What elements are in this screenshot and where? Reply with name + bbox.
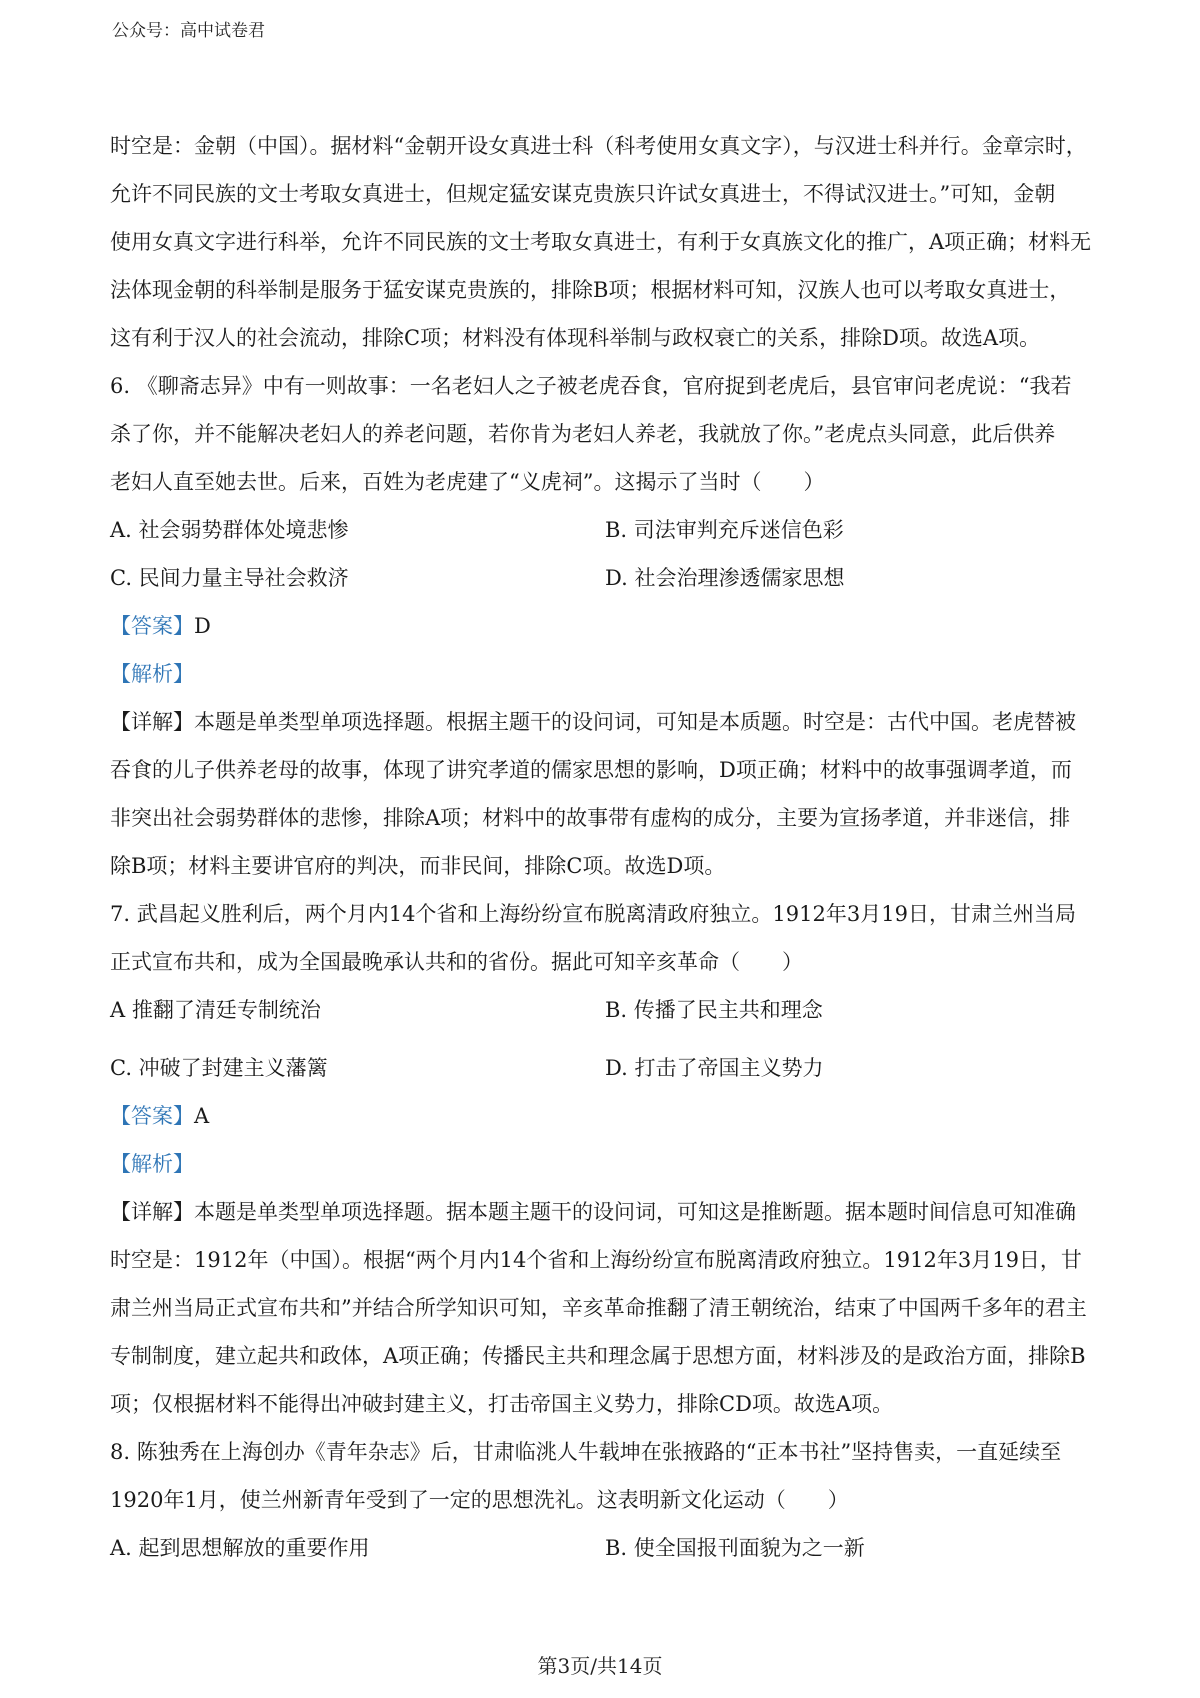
option-d: D. 社会治理渗透儒家思想 <box>605 566 845 590</box>
detail-line: 肃兰州当局正式宣布共和”并结合所学知识可知，辛亥革命推翻了清王朝统治，结束了中国两千多年的君主 <box>110 1296 1087 1320</box>
options-row <box>110 986 1100 1034</box>
analysis-line <box>110 650 1100 698</box>
detail-line: 项；仅根据材料不能得出冲破封建主义，打击帝国主义势力，排除CD项。故选A项。 <box>110 1392 894 1416</box>
answer-value: D <box>194 614 211 638</box>
text-line: 法体现金朝的科举制是服务于猛安谋克贵族的，排除B项；根据材料可知，汉族人也可以考取女真进士， <box>110 278 1071 302</box>
detail-line: 非突出社会弱势群体的悲惨，排除A项；材料中的故事带有虚构的成分，主要为宣扬孝道，并非迷信，排 <box>110 806 1071 830</box>
options-row <box>110 506 1100 554</box>
page-number: 第3页/共14页 <box>537 1654 663 1678</box>
options-row <box>110 554 1100 602</box>
answer-value: A <box>194 1104 210 1128</box>
answer-tag: 【答案】 <box>110 1104 194 1128</box>
question-stem: 8. 陈独秀在上海创办《青年杂志》后，甘肃临洮人牛载坤在张掖路的“正本书社”坚持售卖，一直延续至 <box>110 1440 1062 1464</box>
page-content <box>110 122 1100 1572</box>
analysis-tag: 【解析】 <box>110 1152 194 1176</box>
option-d: D. 打击了帝国主义势力 <box>605 1056 824 1080</box>
detail-line: 专制制度，建立起共和政体，A项正确；传播民主共和理念属于思想方面，材料涉及的是政治方面，排除B <box>110 1344 1086 1368</box>
question-stem: 1920年1月，使兰州新青年受到了一定的思想洗礼。这表明新文化运动（ ） <box>110 1488 849 1512</box>
text-line: 使用女真文字进行科举，允许不同民族的文士考取女真进士，有利于女真族文化的推广，A项正确；材料无 <box>110 230 1092 254</box>
detail-line: 吞食的儿子供养老母的故事，体现了讲究孝道的儒家思想的影响，D项正确；材料中的故事强调孝道，而 <box>110 758 1072 782</box>
options-row <box>110 1524 1100 1572</box>
detail-line <box>110 698 1100 746</box>
analysis-line <box>110 1140 1100 1188</box>
option-a: A. 社会弱势群体处境悲惨 <box>110 518 349 542</box>
detail-tag: 【详解】 <box>110 1200 194 1224</box>
option-b: B. 使全国报刊面貌为之一新 <box>605 1536 865 1560</box>
answer-line <box>110 602 1100 650</box>
q5-analysis-tail <box>110 122 1100 362</box>
question-stem: 杀了你，并不能解决老妇人的养老问题，若你肯为老妇人养老，我就放了你。”老虎点头同意，此后供养 <box>110 422 1056 446</box>
option-c: C. 民间力量主导社会救济 <box>110 566 349 590</box>
detail-text: 本题是单类型单项选择题。据本题主题干的设问词，可知这是推断题。据本题时间信息可知准确 <box>194 1200 1076 1224</box>
detail-text: 本题是单类型单项选择题。根据主题干的设问词，可知是本质题。时空是：古代中国。老虎替被 <box>194 710 1076 734</box>
analysis-tag: 【解析】 <box>110 662 194 686</box>
option-a: A 推翻了清廷专制统治 <box>110 998 321 1022</box>
source-header: 公众号：高中试卷君 <box>112 21 265 41</box>
question-stem: 老妇人直至她去世。后来，百姓为老虎建了“义虎祠”。这揭示了当时（ ） <box>110 470 825 494</box>
answer-line <box>110 1092 1100 1140</box>
text-line: 时空是：金朝（中国）。据材料“金朝开设女真进士科（科考使用女真文字），与汉进士科并行。金章宗时， <box>110 134 1087 158</box>
detail-tag: 【详解】 <box>110 710 194 734</box>
option-c: C. 冲破了封建主义藩篱 <box>110 1056 328 1080</box>
detail-line: 除B项；材料主要讲官府的判决，而非民间，排除C项。故选D项。 <box>110 854 726 878</box>
question-8 <box>110 1428 1100 1572</box>
question-stem: 正式宣布共和，成为全国最晚承认共和的省份。据此可知辛亥革命（ ） <box>110 950 803 974</box>
question-7 <box>110 890 1100 1428</box>
option-b: B. 传播了民主共和理念 <box>605 998 823 1022</box>
detail-line: 时空是：1912年（中国）。根据“两个月内14个省和上海纷纷宣布脱离清政府独立。1912年3月19日，甘 <box>110 1248 1082 1272</box>
answer-tag: 【答案】 <box>110 614 194 638</box>
question-stem: 6. 《聊斋志异》中有一则故事：一名老妇人之子被老虎吞食，官府捉到老虎后，县官审问老虎说：“我若 <box>110 374 1072 398</box>
text-line: 这有利于汉人的社会流动，排除C项；材料没有体现科举制与政权衰亡的关系，排除D项。故选A项。 <box>110 326 1041 350</box>
text-line: 允许不同民族的文士考取女真进士，但规定猛安谋克贵族只许试女真进士，不得试汉进士。”可知，金朝 <box>110 182 1056 206</box>
option-b: B. 司法审判充斥迷信色彩 <box>605 518 844 542</box>
options-row <box>110 1044 1100 1092</box>
option-a: A. 起到思想解放的重要作用 <box>110 1536 370 1560</box>
question-stem: 7. 武昌起义胜利后，两个月内14个省和上海纷纷宣布脱离清政府独立。1912年3月19日，甘肃兰州当局 <box>110 902 1076 926</box>
question-6 <box>110 362 1100 890</box>
detail-line <box>110 1188 1100 1236</box>
